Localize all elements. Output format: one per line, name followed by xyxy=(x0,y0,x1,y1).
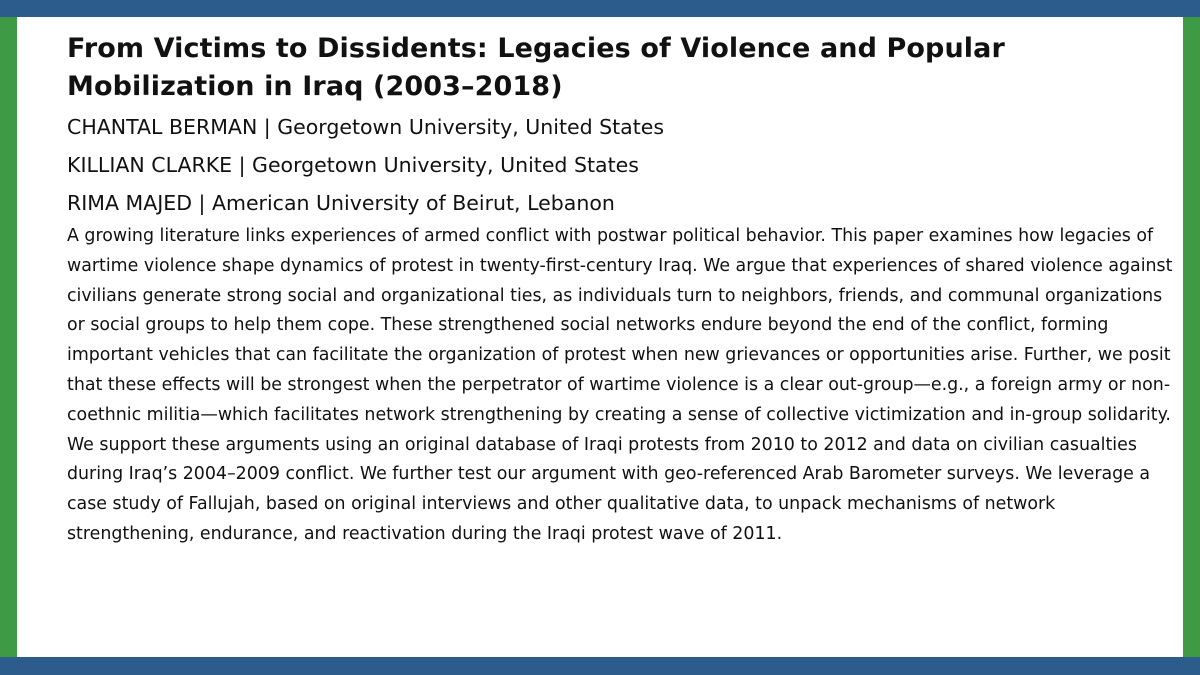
paper-content xyxy=(67,30,1177,550)
frame-right-bar xyxy=(1183,17,1200,657)
author-line: RIMA MAJED | American University of Beirut, Lebanon xyxy=(67,191,615,215)
frame-top-bar xyxy=(0,0,1200,17)
author-line: KILLIAN CLARKE | Georgetown University, United States xyxy=(67,153,639,177)
author-line: CHANTAL BERMAN | Georgetown University, United States xyxy=(67,115,665,139)
paper-title: From Victims to Dissidents: Legacies of Violence and Popular Mobilization in Iraq (2003–2018) xyxy=(67,33,1005,102)
author-list xyxy=(67,108,1177,222)
paper-abstract: A growing literature links experiences of armed conflict with postwar political behavior. This paper examines how legacies of wartime violence shape dynamics of protest in twenty-first-century Iraq. We argue that experiences of shared violence against civilians generate strong social and organizational ties, as individuals turn to neighbors, friends, and communal organizations or social groups to help them cope. These strengthened social networks endure beyond the end of the conflict, forming important vehicles that can facilitate the organization of protest when new grievances or opportunities arise. Further, we posit that these effects will be strongest when the perpetrator of wartime violence is a clear out-group—e.g., a foreign army or non-coethnic militia—which facilitates network strengthening by creating a sense of collective victimization and in-group solidarity. We support these arguments using an original database of Iraqi protests from 2010 to 2012 and data on civilian casualties during Iraq’s 2004–2009 conflict. We further test our argument with geo-referenced Arab Barometer surveys. We leverage a case study of Fallujah, based on original interviews and other qualitative data, to unpack mechanisms of network strengthening, endurance, and reactivation during the Iraqi protest wave of 2011. xyxy=(67,226,1173,544)
frame-bottom-bar xyxy=(0,657,1200,675)
frame-left-bar xyxy=(0,17,17,657)
